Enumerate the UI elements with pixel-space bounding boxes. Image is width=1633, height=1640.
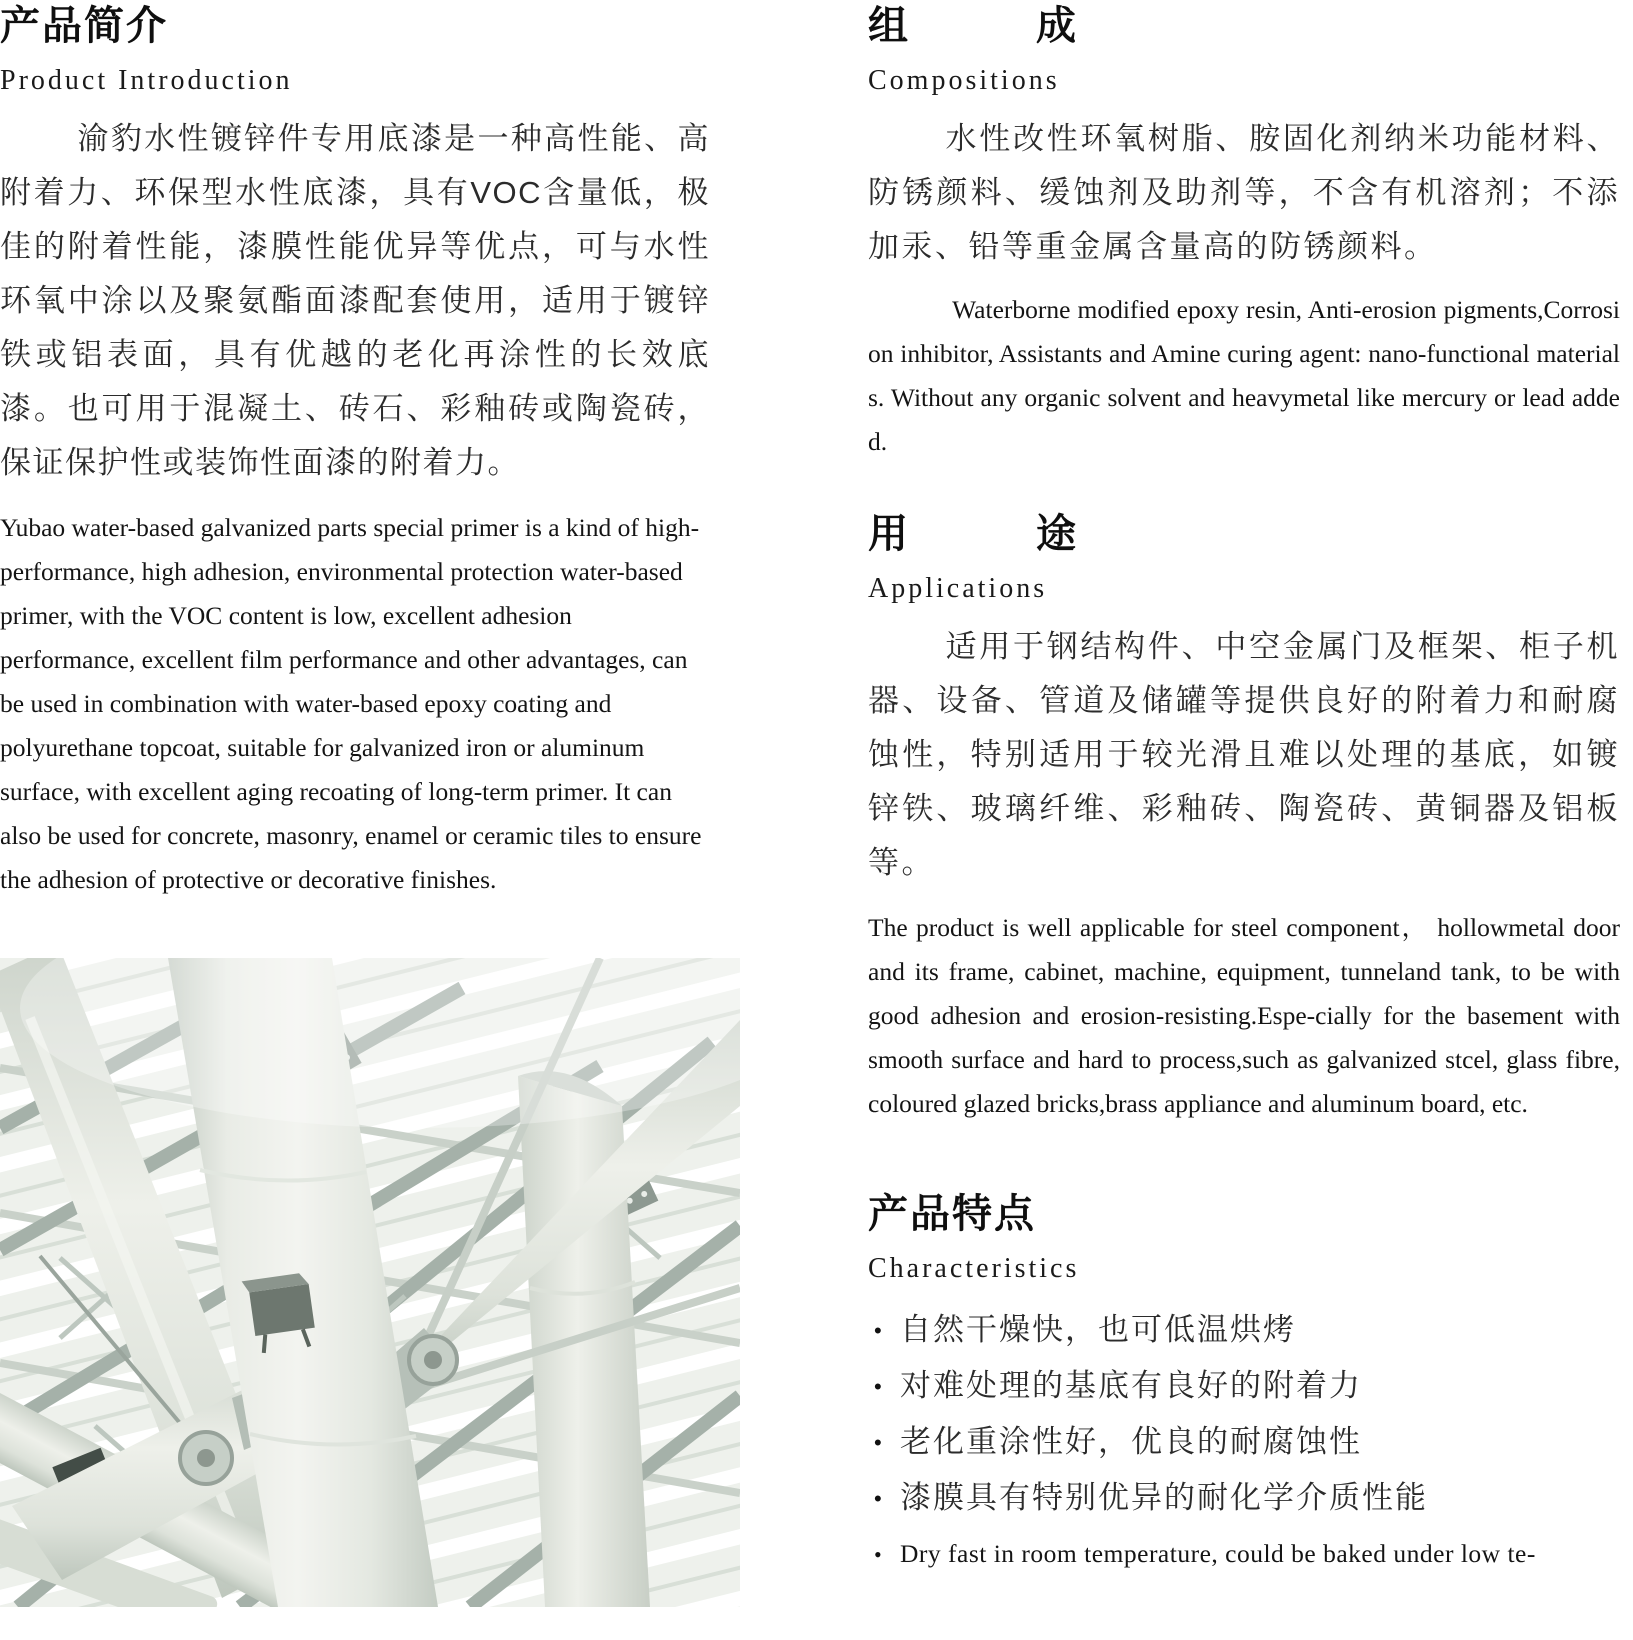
steel-structure-illustration — [0, 958, 740, 1607]
characteristics-heading-zh: 产品特点 — [868, 1192, 1036, 1236]
intro-body-zh: 渝豹水性镀锌件专用底漆是一种高性能、高附着力、环保型水性底漆，具有VOC含量低，极佳的附着性能，漆膜性能优异等优点，可与水性环氧中涂以及聚氨酯面漆配套使用，适用于镀锌铁或铝表面，具有优越的老化再涂性的长效底漆。也可用于混凝土、砖石、彩釉砖或陶瓷砖，保证保护性或装饰性面漆的附着力。 — [0, 121, 710, 480]
feature-item — [868, 1470, 1620, 1526]
bullet-icon: • — [874, 1430, 884, 1455]
intro-heading-zh: 产品简介 — [0, 4, 168, 48]
section-characteristics — [868, 1192, 1620, 1582]
feature-text: Dry fast in room temperature, could be baked under low te- — [900, 1539, 1536, 1568]
bullet-icon: • — [874, 1486, 884, 1511]
compositions-heading-en: Compositions — [868, 65, 1060, 96]
applications-body-en: The product is well applicable for steel component， hollowmetal door and its frame, cabinet, machine, equipment, tunneland tank, to be with good adhesion and erosion-resisting.Espe-cially for the basement with smooth surface and hard to process,such as galvanized stcel, glass fibre, coloured glazed bricks,brass appliance and aluminum board, etc. — [868, 913, 1620, 1118]
left-column — [0, 0, 710, 902]
feature-text: 漆膜具有特别优异的耐化学介质性能 — [900, 1480, 1428, 1515]
section-applications — [868, 512, 1620, 1126]
applications-body-zh: 适用于钢结构件、中空金属门及框架、柜子机器、设备、管道及储罐等提供良好的附着力和耐腐蚀性，特别适用于较光滑且难以处理的基底，如镀锌铁、玻璃纤维、彩釉砖、陶瓷砖、黄铜器及铝板等。 — [868, 629, 1620, 880]
applications-heading-zh: 用 途 — [868, 512, 1078, 556]
compositions-heading-zh: 组 成 — [868, 4, 1078, 48]
compositions-body-zh: 水性改性环氧树脂、胺固化剂纳米功能材料、防锈颜料、缓蚀剂及助剂等，不含有机溶剂；不添加汞、铅等重金属含量高的防锈颜料。 — [868, 121, 1620, 264]
intro-body-en: Yubao water-based galvanized parts special primer is a kind of high-performance, high adhesion, environmental protection water-based primer, with the VOC content is low, excellent adhesion performance, excellent film performance and other advantages, can be used in combination with water-based epoxy coating and polyurethane topcoat, suitable for galvanized iron or aluminum surface, with excellent aging recoating of long-term primer. It can also be used for concrete, masonry, enamel or ceramic tiles to ensure the adhesion of protective or decorative finishes. — [0, 513, 702, 894]
feature-item — [868, 1414, 1620, 1470]
feature-text: 自然干燥快，也可低温烘烤 — [900, 1312, 1296, 1347]
intro-heading-en: Product Introduction — [0, 65, 293, 96]
steel-structure-photo — [0, 958, 740, 1607]
bullet-icon: • — [874, 1542, 883, 1567]
right-column — [868, 0, 1620, 1582]
feature-text: 对难处理的基底有良好的附着力 — [900, 1368, 1362, 1403]
feature-item — [868, 1358, 1620, 1414]
characteristics-list — [868, 1302, 1620, 1582]
bullet-icon: • — [874, 1318, 884, 1343]
feature-item — [868, 1302, 1620, 1358]
applications-heading-en: Applications — [868, 573, 1048, 604]
feature-item — [868, 1526, 1620, 1582]
section-compositions — [868, 4, 1620, 464]
feature-text: 老化重涂性好，优良的耐腐蚀性 — [900, 1424, 1362, 1459]
compositions-body-en: Waterborne modified epoxy resin, Anti-erosion pigments,Corrosion inhibitor, Assistants and Amine curing agent: nano-functional materials. Without any organic solvent and heavymetal like mercury or lead added. — [868, 295, 1620, 456]
characteristics-heading-en: Characteristics — [868, 1253, 1080, 1284]
bullet-icon: • — [874, 1374, 884, 1399]
